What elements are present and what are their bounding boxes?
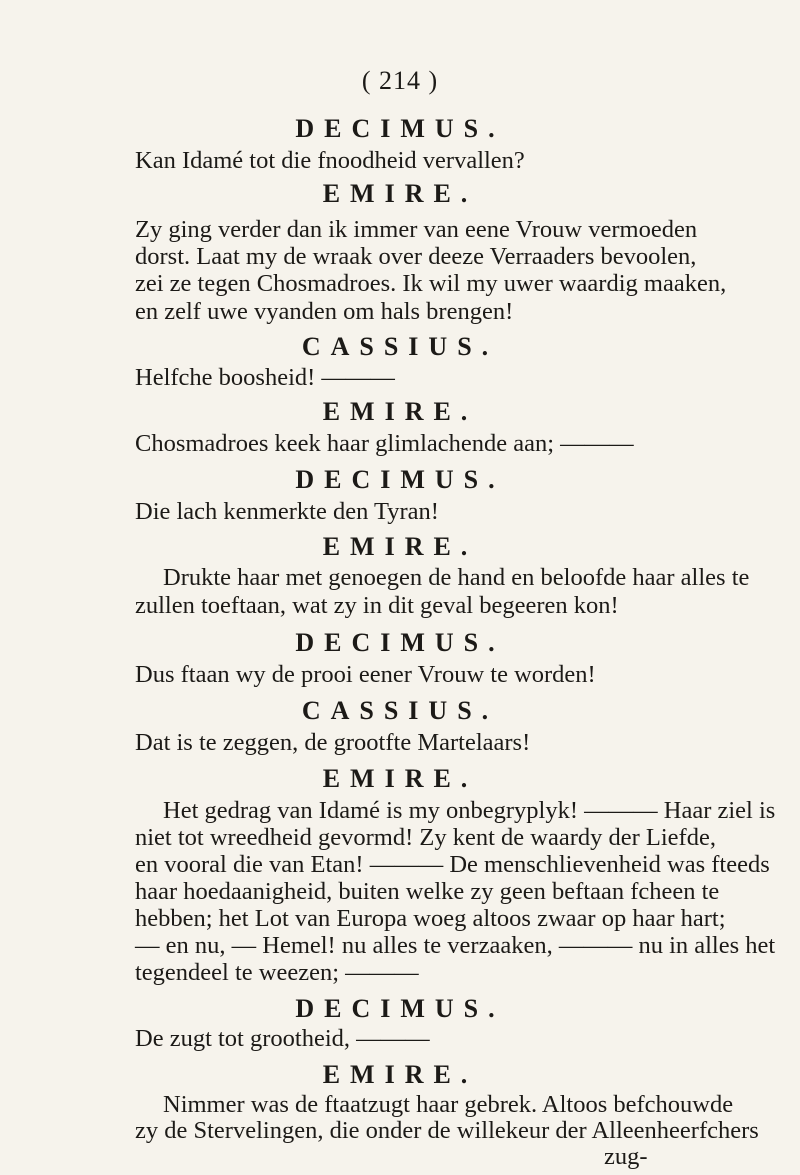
text-line: Het gedrag van Idamé is my onbegryplyk! ——— Haar ziel is [163,797,776,824]
text-line: en vooral die van Etan! ——— De menschlievenheid was fteeds [135,851,770,878]
speaker-heading: EMIRE. [322,532,478,561]
text-line: Helfche boosheid! ——— [135,364,395,391]
text-line: Dus ftaan wy de prooi eener Vrouw te worden! [135,661,596,688]
text-line: en zelf uwe vyanden om hals brengen! [135,298,514,325]
speaker-heading: EMIRE. [322,179,478,208]
speaker-heading: DECIMUS. [295,628,505,657]
text-line: Die lach kenmerkte den Tyran! [135,498,439,525]
text-line: De zugt tot grootheid, ——— [135,1025,430,1052]
text-line: Nimmer was de ftaatzugt haar gebrek. Altoos befchouwde [163,1091,734,1118]
speaker-heading: CASSIUS. [301,696,499,725]
text-line: Chosmadroes keek haar glimlachende aan; ——— [135,430,634,457]
text-line: hebben; het Lot van Europa woeg altoos zwaar op haar hart; [135,905,726,932]
text-line: zei ze tegen Chosmadroes. Ik wil my uwer waardig maaken, [135,270,727,297]
speaker-heading: DECIMUS. [295,114,505,143]
text-line: niet tot wreedheid gevormd! Zy kent de waardy der Liefde, [135,824,716,851]
text-line: dorst. Laat my de wraak over deeze Verraaders bevoolen, [135,243,697,270]
text-line: Dat is te zeggen, de grootfte Martelaars! [135,729,531,756]
text-line: Kan Idamé tot die fnoodheid vervallen? [135,147,525,174]
text-line: — en nu, — Hemel! nu alles te verzaaken, ——— nu in alles het [135,932,776,959]
catchword: zug- [604,1143,648,1170]
page-number: ( 214 ) [361,66,439,95]
speaker-heading: EMIRE. [322,764,478,793]
text-line: Zy ging verder dan ik immer van eene Vrouw vermoeden [135,216,698,243]
text-line: Drukte haar met genoegen de hand en beloofde haar alles te [163,564,750,591]
text-line: tegendeel te weezen; ——— [135,959,419,986]
speaker-heading: EMIRE. [322,1060,478,1089]
speaker-heading: EMIRE. [322,397,478,426]
text-line: zullen toeftaan, wat zy in dit geval begeeren kon! [135,592,619,619]
speaker-heading: DECIMUS. [295,994,505,1023]
text-line: zy de Stervelingen, die onder de willekeur der Alleenheerfchers [135,1117,759,1144]
speaker-heading: DECIMUS. [295,465,505,494]
text-line: haar hoedaanigheid, buiten welke zy geen beftaan fcheen te [135,878,720,905]
speaker-heading: CASSIUS. [301,332,499,361]
